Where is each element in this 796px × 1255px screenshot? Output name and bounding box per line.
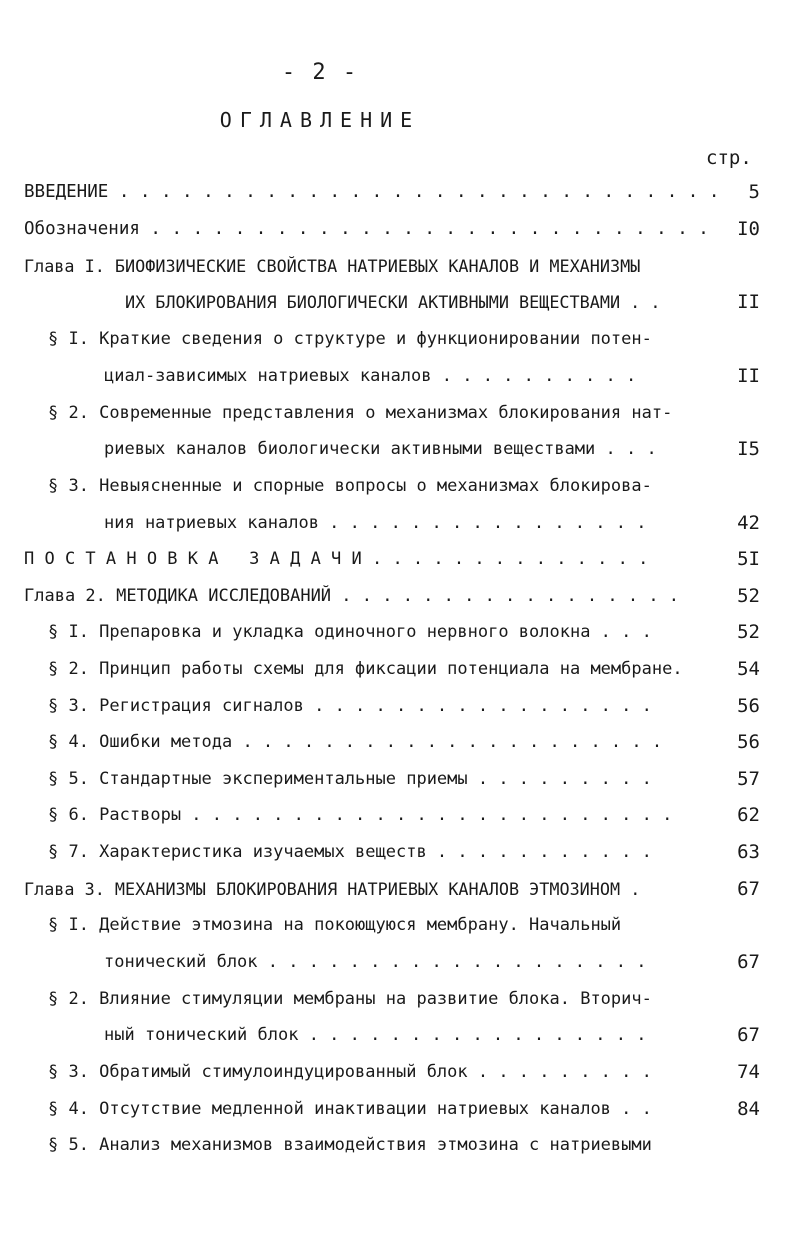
- toc-entry-section: § I. Краткие сведения о структуре и функционировании потен-: [48, 329, 652, 349]
- toc-entry-section-cont: циал-зависимых натриевых каналов . . . . . . . . . .: [104, 366, 637, 386]
- toc-page-number: 5I: [737, 548, 760, 570]
- toc-entry-section: § 6. Растворы . . . . . . . . . . . . . . . . . . . . . . . .: [48, 805, 673, 825]
- toc-entry-section: § 3. Невыясненные и спорные вопросы о механизмах блокирова-: [48, 476, 652, 496]
- toc-entry-section: § 5. Стандартные экспериментальные приемы . . . . . . . . .: [48, 769, 652, 789]
- toc-entry-section: § 2. Современные представления о механизмах блокирования нат-: [48, 403, 673, 423]
- toc-entry-chapter-1: Глава I. БИОФИЗИЧЕСКИЕ СВОЙСТВА НАТРИЕВЫХ КАНАЛОВ И МЕХАНИЗМЫ: [24, 256, 641, 276]
- toc-page-number: 42: [737, 512, 760, 534]
- toc-page-number: 62: [737, 804, 760, 826]
- toc-page-number: II: [737, 365, 760, 387]
- toc-page-number: 56: [737, 695, 760, 717]
- toc-entry-chapter-1-cont: ИХ БЛОКИРОВАНИЯ БИОЛОГИЧЕСКИ АКТИВНЫМИ ВЕЩЕСТВАМИ . .: [125, 292, 661, 312]
- toc-entry-chapter-2: Глава 2. МЕТОДИКА ИССЛЕДОВАНИЙ . . . . . . . . . . . . . . . . .: [24, 586, 680, 606]
- toc-entry-section: § 4. Ошибки метода . . . . . . . . . . . . . . . . . . . . .: [48, 732, 663, 752]
- toc-entry-section-cont: ния натриевых каналов . . . . . . . . . . . . . . . .: [104, 513, 647, 533]
- toc-entry-section: § 7. Характеристика изучаемых веществ . . . . . . . . . . .: [48, 842, 652, 862]
- toc-page-number: 56: [737, 731, 760, 753]
- toc-page-number: 57: [737, 768, 760, 790]
- toc-page-number: I5: [737, 438, 760, 460]
- toc-page-number: 67: [737, 1024, 760, 1046]
- toc-entry-notation: Обозначения . . . . . . . . . . . . . . . . . . . . . . . . . . .: [24, 219, 709, 239]
- toc-entry-problem-statement: П О С Т А Н О В К А З А Д А Ч И . . . . . . . . . . . . . .: [24, 549, 649, 569]
- toc-entry-section: § 4. Отсутствие медленной инактивации натриевых каналов . .: [48, 1099, 652, 1119]
- toc-page-number: 63: [737, 841, 760, 863]
- toc-entry-chapter-3: Глава 3. МЕХАНИЗМЫ БЛОКИРОВАНИЯ НАТРИЕВЫХ КАНАЛОВ ЭТМОЗИНОМ .: [24, 879, 641, 899]
- toc-page-number: 67: [737, 878, 760, 900]
- toc-entry-section-cont: тонический блок . . . . . . . . . . . . . . . . . . .: [104, 952, 647, 972]
- toc-entry-section: § 3. Регистрация сигналов . . . . . . . . . . . . . . . . .: [48, 696, 652, 716]
- toc-page-number: 54: [737, 658, 760, 680]
- toc-entry-section: § 3. Обратимый стимулоиндуцированный блок . . . . . . . . .: [48, 1062, 652, 1082]
- toc-entry-section: § 5. Анализ механизмов взаимодействия этмозина с натриевыми: [48, 1135, 652, 1155]
- toc-page-number: 67: [737, 951, 760, 973]
- page-title: ОГЛАВЛЕНИЕ: [219, 108, 421, 132]
- toc-entry-section: § 2. Влияние стимуляции мембраны на развитие блока. Вторич-: [48, 989, 652, 1009]
- toc-page-number: II: [737, 291, 760, 313]
- toc-entry-section-cont: ный тонический блок . . . . . . . . . . . . . . . . .: [104, 1025, 647, 1045]
- toc-page-number: I0: [737, 218, 760, 240]
- toc-entry-introduction: ВВЕДЕНИЕ . . . . . . . . . . . . . . . . . . . . . . . . . . . . .: [24, 182, 720, 202]
- toc-entry-section: § I. Действие этмозина на покоющуюся мембрану. Начальный: [48, 915, 622, 935]
- toc-entry-section-cont: риевых каналов биологически активными веществами . . .: [104, 439, 657, 459]
- toc-page-number: 74: [737, 1061, 760, 1083]
- toc-entry-section: § I. Препаровка и укладка одиночного нервного волокна . . .: [48, 622, 652, 642]
- toc-page-number: 84: [737, 1098, 760, 1120]
- toc-entry-section: § 2. Принцип работы схемы для фиксации потенциала на мембране.: [48, 659, 683, 679]
- toc-page-number: 52: [737, 585, 760, 607]
- toc-page-number: 5: [748, 181, 760, 203]
- page-number: - 2 -: [281, 60, 359, 85]
- toc-page-number: 52: [737, 621, 760, 643]
- page-column-header: стр.: [706, 147, 752, 169]
